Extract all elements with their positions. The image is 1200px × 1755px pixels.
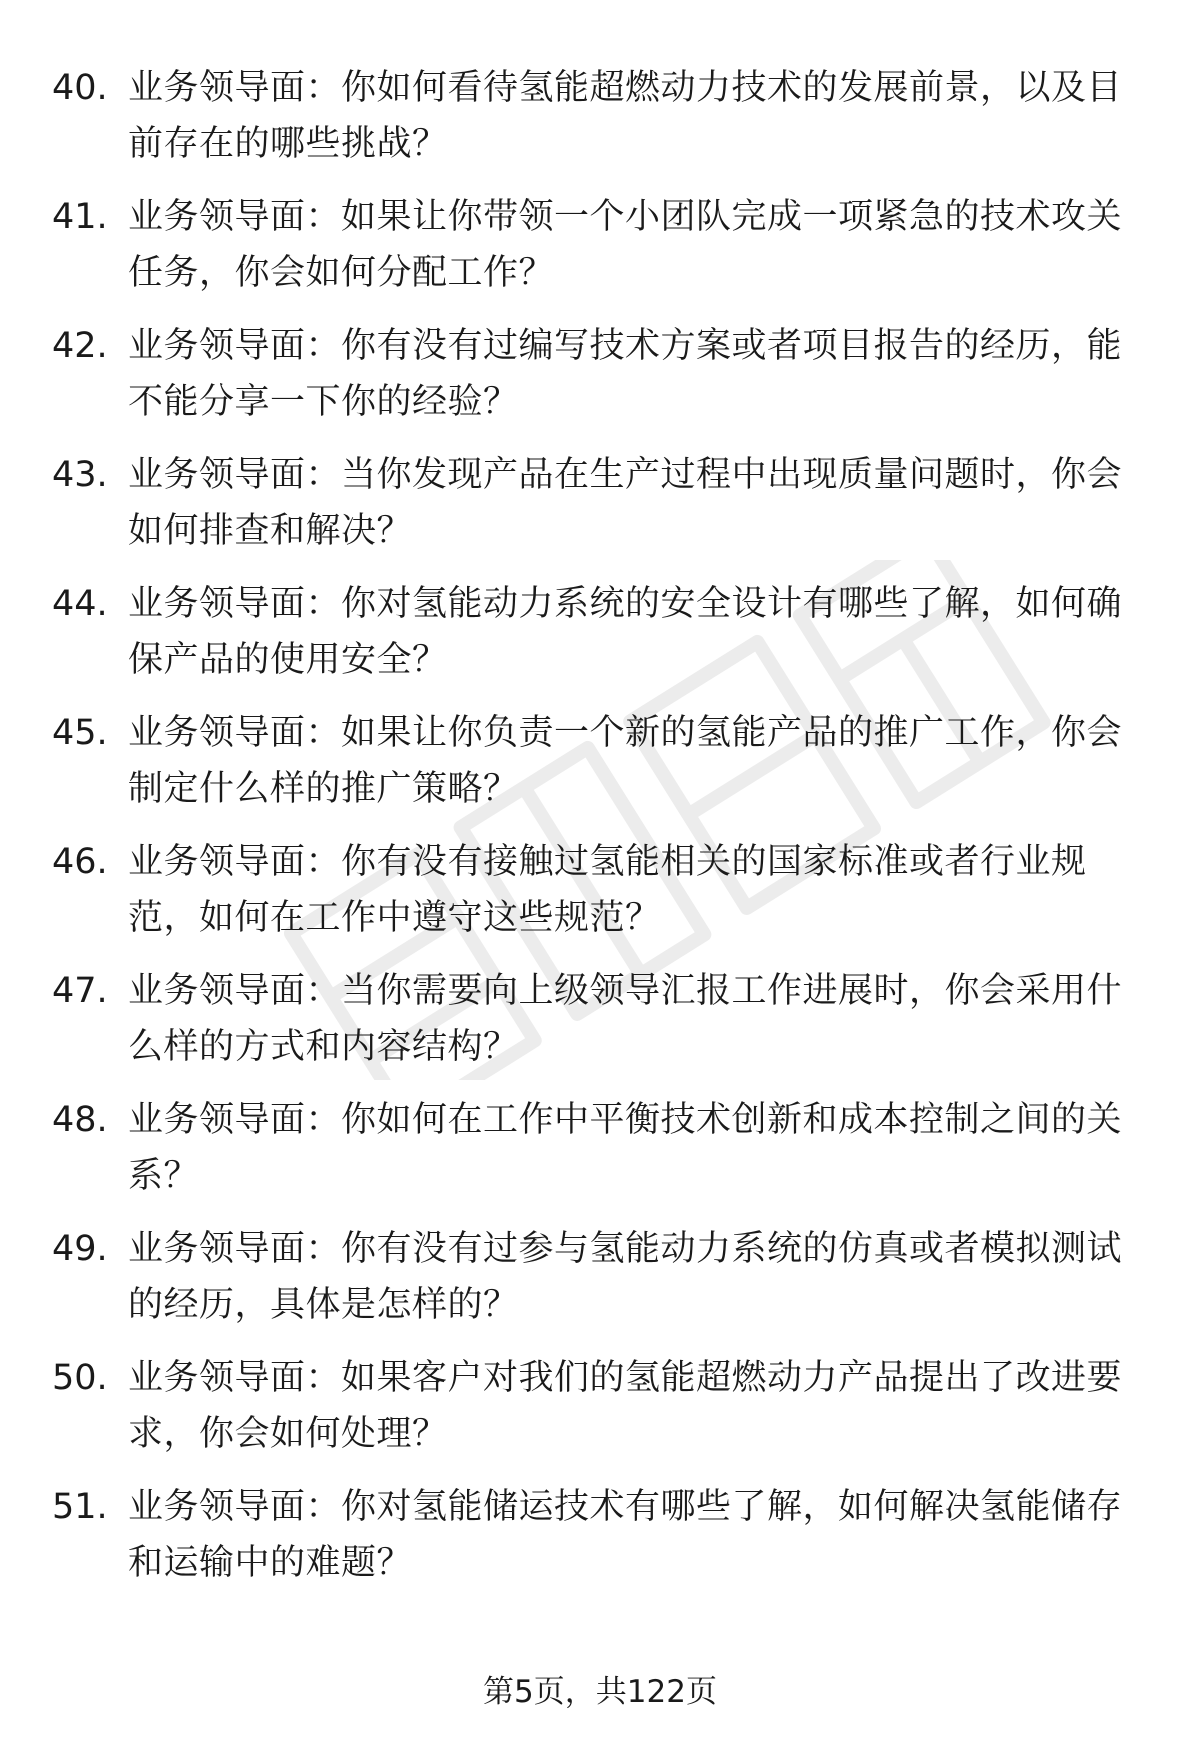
question-number: 49. <box>52 1229 108 1269</box>
question-number: 50. <box>52 1358 108 1398</box>
question-number: 48. <box>52 1100 108 1140</box>
question-item <box>0 1479 1200 1589</box>
question-text: 业务领导面：你有没有接触过氢能相关的国家标准或者行业规范，如何在工作中遵守这些规范？ <box>128 842 1087 938</box>
question-text: 业务领导面：如果客户对我们的氢能超燃动力产品提出了改进要求，你会如何处理？ <box>128 1358 1123 1454</box>
question-item <box>0 576 1200 686</box>
question-number: 40. <box>52 68 108 108</box>
question-number: 46. <box>52 842 108 882</box>
question-item <box>0 189 1200 299</box>
question-text: 业务领导面：你有没有过参与氢能动力系统的仿真或者模拟测试的经历，具体是怎样的？ <box>128 1229 1123 1325</box>
question-item <box>0 447 1200 557</box>
question-item <box>0 1092 1200 1202</box>
question-number: 42. <box>52 326 108 366</box>
question-number: 51. <box>52 1487 108 1527</box>
question-text: 业务领导面：如果让你带领一个小团队完成一项紧急的技术攻关任务，你会如何分配工作？ <box>128 197 1123 293</box>
question-number: 44. <box>52 584 108 624</box>
question-text: 业务领导面：你对氢能动力系统的安全设计有哪些了解，如何确保产品的使用安全？ <box>128 584 1123 680</box>
question-item <box>0 318 1200 428</box>
question-number: 43. <box>52 455 108 495</box>
question-item <box>0 705 1200 815</box>
question-text: 业务领导面：当你需要向上级领导汇报工作进展时，你会采用什么样的方式和内容结构？ <box>128 971 1123 1067</box>
question-text: 业务领导面：你有没有过编写技术方案或者项目报告的经历，能不能分享一下你的经验？ <box>128 326 1123 422</box>
page-footer: 第5页，共122页 <box>483 1674 717 1710</box>
question-item <box>0 963 1200 1073</box>
question-number: 41. <box>52 197 108 237</box>
question-item <box>0 1221 1200 1331</box>
question-text: 业务领导面：你对氢能储运技术有哪些了解，如何解决氢能储存和运输中的难题？ <box>128 1487 1123 1583</box>
question-item <box>0 1350 1200 1460</box>
question-number: 47. <box>52 971 108 1011</box>
question-text: 业务领导面：如果让你负责一个新的氢能产品的推广工作，你会制定什么样的推广策略？ <box>128 713 1123 809</box>
question-text: 业务领导面：你如何看待氢能超燃动力技术的发展前景，以及目前存在的哪些挑战？ <box>128 68 1123 164</box>
question-number: 45. <box>52 713 108 753</box>
question-text: 业务领导面：当你发现产品在生产过程中出现质量问题时，你会如何排查和解决？ <box>128 455 1123 551</box>
question-item <box>0 834 1200 944</box>
question-item <box>0 60 1200 170</box>
question-text: 业务领导面：你如何在工作中平衡技术创新和成本控制之间的关系？ <box>128 1100 1123 1196</box>
